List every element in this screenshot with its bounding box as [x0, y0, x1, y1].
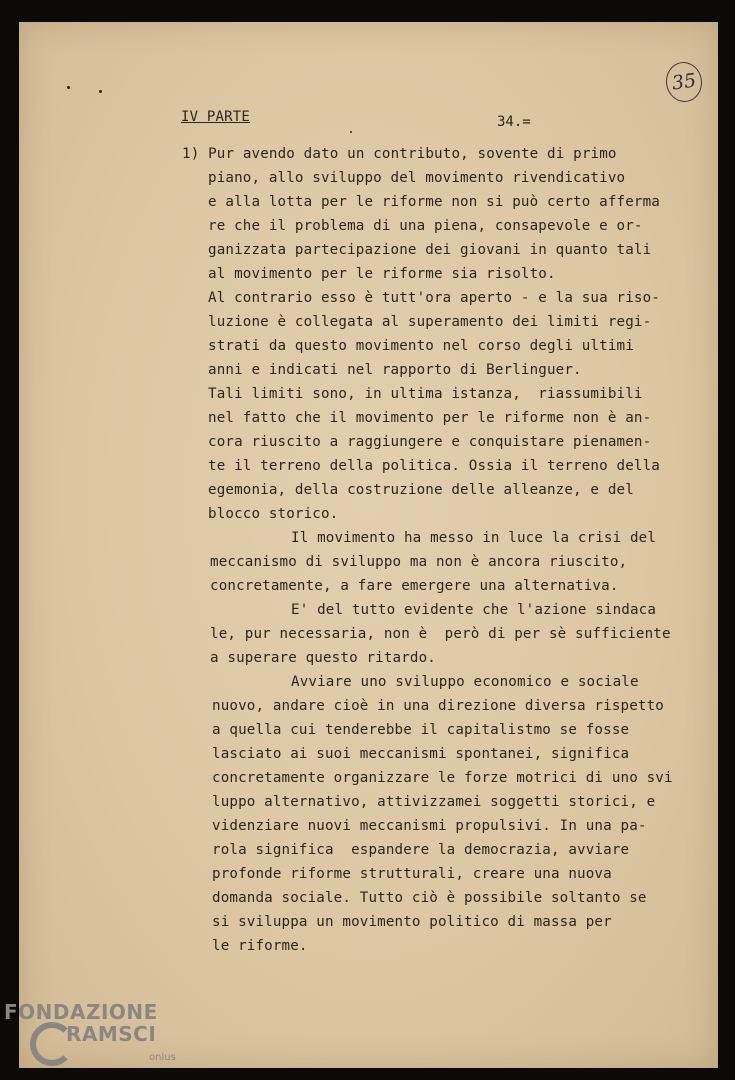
watermark-line2: RAMSCI — [66, 1022, 157, 1046]
text-line: Al contrario esso è tutt'ora aperto - e la sua riso- — [208, 290, 660, 306]
text-line: cora riuscito a raggiungere e conquistare pienamen- — [208, 434, 652, 450]
text-line: videnziare nuovi meccanismi propulsivi. In una pa- — [212, 818, 647, 834]
text-line: re che il problema di una piena, consapevole e or- — [208, 218, 643, 234]
archive-page-number: 35 — [663, 60, 704, 105]
ink-mark — [99, 90, 102, 93]
text-line: nuovo, andare cioè in una direzione diversa rispetto — [212, 698, 664, 714]
text-line: blocco storico. — [208, 506, 339, 522]
ink-mark — [350, 131, 352, 133]
text-line: concretamente, a fare emergere una alternativa. — [210, 578, 619, 594]
text-line: strati da questo movimento nel corso degli ultimi — [208, 338, 634, 354]
text-line: le, pur necessaria, non è però di per sè sufficiente — [210, 626, 671, 642]
text-line: ganizzata partecipazione dei giovani in quanto tali — [208, 242, 652, 258]
ink-mark — [67, 86, 70, 89]
page-number: 34.= — [497, 114, 531, 130]
text-line: rola significa espandere la democrazia, avviare — [212, 842, 630, 858]
watermark-line1: FONDAZIONE — [4, 1000, 158, 1024]
text-line: profonde riforme strutturali, creare una nuova — [212, 866, 612, 882]
text-line: E' del tutto evidente che l'azione sindaca — [291, 602, 657, 618]
fondazione-gramsci-watermark — [4, 1000, 194, 1078]
text-line: si sviluppa un movimento politico di massa per — [212, 914, 612, 930]
text-line: egemonia, della costruzione delle alleanze, e del — [208, 482, 634, 498]
text-line: meccanismo di sviluppo ma non è ancora riuscito, — [210, 554, 628, 570]
text-line: Tali limiti sono, in ultima istanza, riassumibili — [208, 386, 643, 402]
text-line: Il movimento ha messo in luce la crisi del — [291, 530, 657, 546]
watermark-line3: onlus — [149, 1052, 176, 1063]
text-line: 1) Pur avendo dato un contributo, sovente di primo — [182, 146, 617, 162]
text-line: te il terreno della politica. Ossia il terreno della — [208, 458, 660, 474]
text-line: lasciato ai suoi meccanismi spontanei, significa — [212, 746, 630, 762]
text-line: le riforme. — [212, 938, 308, 954]
text-line: e alla lotta per le riforme non si può certo afferma — [208, 194, 660, 210]
text-line: piano, allo sviluppo del movimento rivendicativo — [208, 170, 626, 186]
text-line: domanda sociale. Tutto ciò è possibile soltanto se — [212, 890, 647, 906]
section-heading: IV PARTE — [181, 109, 251, 125]
text-line: anni e indicati nel rapporto di Berlinguer. — [208, 362, 582, 378]
text-line: a quella cui tenderebbe il capitalistmo se fosse — [212, 722, 630, 738]
text-line: concretamente organizzare le forze motrici di uno svi — [212, 770, 673, 786]
text-line: Avviare uno sviluppo economico e sociale — [291, 674, 639, 690]
text-line: luzione è collegata al superamento dei limiti regi- — [208, 314, 652, 330]
text-line: al movimento per le riforme sia risolto. — [208, 266, 556, 282]
text-line: a superare questo ritardo. — [210, 650, 436, 666]
text-line: luppo alternativo, attivizzamei soggetti storici, e — [212, 794, 656, 810]
text-line: nel fatto che il movimento per le riforme non è an- — [208, 410, 652, 426]
